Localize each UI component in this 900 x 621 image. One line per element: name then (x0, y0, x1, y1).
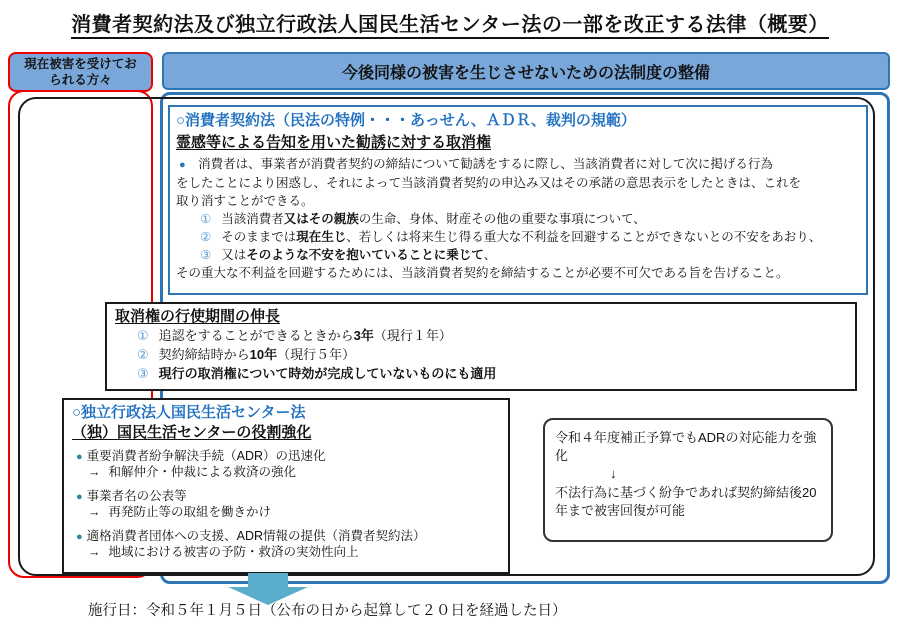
measure-line (72, 528, 500, 545)
page-title (0, 8, 900, 37)
item-text: 契約締結時から (158, 346, 250, 362)
right-arrow-icon: → (88, 545, 101, 560)
period-item-1 (115, 327, 845, 346)
numbered-item-2 (176, 228, 858, 246)
result-text: 和解仲介・仲裁による救済の強化 (108, 465, 297, 480)
circled-number-icon: ① (200, 211, 212, 226)
paragraph-line (176, 155, 858, 174)
right-arrow-icon: → (88, 465, 101, 480)
circled-number-icon: ③ (200, 248, 212, 263)
circled-number-icon: ② (200, 230, 212, 245)
consumer-center-heading: ○独立行政法人国民生活センター法 (72, 404, 306, 421)
down-arrow-icon (248, 573, 288, 587)
consumer-center-box (62, 398, 510, 574)
result-line (72, 504, 500, 521)
item-text: 又は (221, 248, 247, 263)
budget-note-line1: 令和４年度補正予算でもADRの対応能力を強化 (555, 430, 817, 464)
measure-text: 重要消費者紛争解決手続（ADR）の迅速化 (86, 448, 326, 463)
item-text: 、 (483, 248, 497, 263)
measure-group-1 (72, 448, 500, 481)
result-text: 地域における被害の予防・救済の実効性向上 (108, 545, 359, 560)
measure-group-2 (72, 488, 500, 521)
item-text: の生命、身体、財産その他の重要な事項について、 (358, 211, 646, 226)
legal-system-header (162, 52, 890, 90)
item-text: そのままでは (221, 230, 297, 245)
numbered-item-1 (176, 210, 858, 228)
budget-note-line2: 不法行為に基づく紛争であれば契約締結後20年まで被害回復が可能 (555, 484, 817, 518)
item-text: 追認をすることができるときから (158, 328, 354, 343)
item-text: （現行１年） (373, 328, 452, 343)
circled-number-icon: ② (137, 346, 149, 362)
result-text: 再発防止等の取組を働きかけ (108, 505, 272, 520)
measure-line (72, 448, 500, 465)
consumer-contract-act-box (168, 105, 868, 295)
exercise-period-heading: 取消権の行使期間の伸長 (115, 308, 281, 325)
current-victims-label-line1: 現在被害を受けてお (24, 56, 137, 71)
item-text: 当該消費者 (221, 211, 284, 226)
item-text-bold: そのような不安を抱いていることに乗じて (246, 248, 484, 263)
bullet-icon: ● (179, 158, 186, 171)
exercise-period-box (105, 302, 857, 391)
paragraph-text: 消費者は、事業者が消費者契約の締結について勧誘をするに際し、当該消費者に対して次に掲げる行為 (198, 156, 773, 171)
cancellation-right-subheading: 霊感等による告知を用いた勧誘に対する取消権 (176, 133, 492, 151)
closing-line: その重大な不利益を回避するためには、当該消費者契約を締結することが必要不可欠である旨を告げること。 (176, 266, 789, 281)
paragraph-line: をしたことにより困惑し、それによって当該消費者契約の申込み又はその承諾の意思表示をしたときは、これを (176, 175, 802, 190)
item-text-bold: 10年 (249, 346, 278, 362)
item-text-bold: 又はその親族 (283, 211, 359, 226)
consumer-contract-act-heading: ○消費者契約法（民法の特例・・・あっせん、ＡＤＲ、裁判の規範） (176, 112, 636, 129)
numbered-item-3 (176, 246, 858, 264)
item-text: （現行５年） (277, 346, 356, 362)
paragraph-line: 取り消すことができる。 (176, 193, 314, 208)
measure-group-3 (72, 528, 500, 561)
result-line (72, 544, 500, 561)
right-arrow-icon: → (88, 505, 101, 520)
measure-text: 事業者名の公表等 (86, 488, 187, 503)
item-text-bold: 3年 (353, 328, 374, 343)
legal-system-header-text: 今後同様の被害を生じさせないための法制度の整備 (341, 64, 710, 82)
enforcement-date-note: 施行日：令和５年１月５日（公布の日から起算して２０日を経過した日） (88, 603, 567, 619)
item-text-bold: 現在生じ (296, 230, 347, 245)
measure-line (72, 488, 500, 505)
budget-note-box (543, 418, 833, 542)
result-line (72, 464, 500, 481)
current-victims-label-line2: られる方々 (49, 73, 112, 87)
measure-text: 適格消費者団体への支援、ADR情報の提供（消費者契約法） (86, 528, 426, 543)
bullet-icon: ● (76, 450, 83, 463)
item-text: 、若しくは将来生じ得る重大な不利益を回避することができないとの不安をあおり、 (346, 230, 822, 245)
current-victims-label (8, 52, 153, 92)
item-text-bold: 現行の取消権について時効が完成していないものにも適用 (158, 365, 497, 381)
circled-number-icon: ① (137, 328, 149, 343)
bullet-icon: ● (76, 490, 83, 503)
consumer-center-subheading: （独）国民生活センターの役割強化 (72, 424, 312, 442)
down-arrow-glyph: ↓ (610, 466, 617, 482)
period-item-2 (115, 346, 845, 365)
page-title-text: 消費者契約法及び独立行政法人国民生活センター法の一部を改正する法律（概要） (71, 14, 829, 39)
period-item-3 (115, 365, 845, 384)
bullet-icon: ● (76, 530, 83, 543)
circled-number-icon: ③ (137, 365, 149, 381)
